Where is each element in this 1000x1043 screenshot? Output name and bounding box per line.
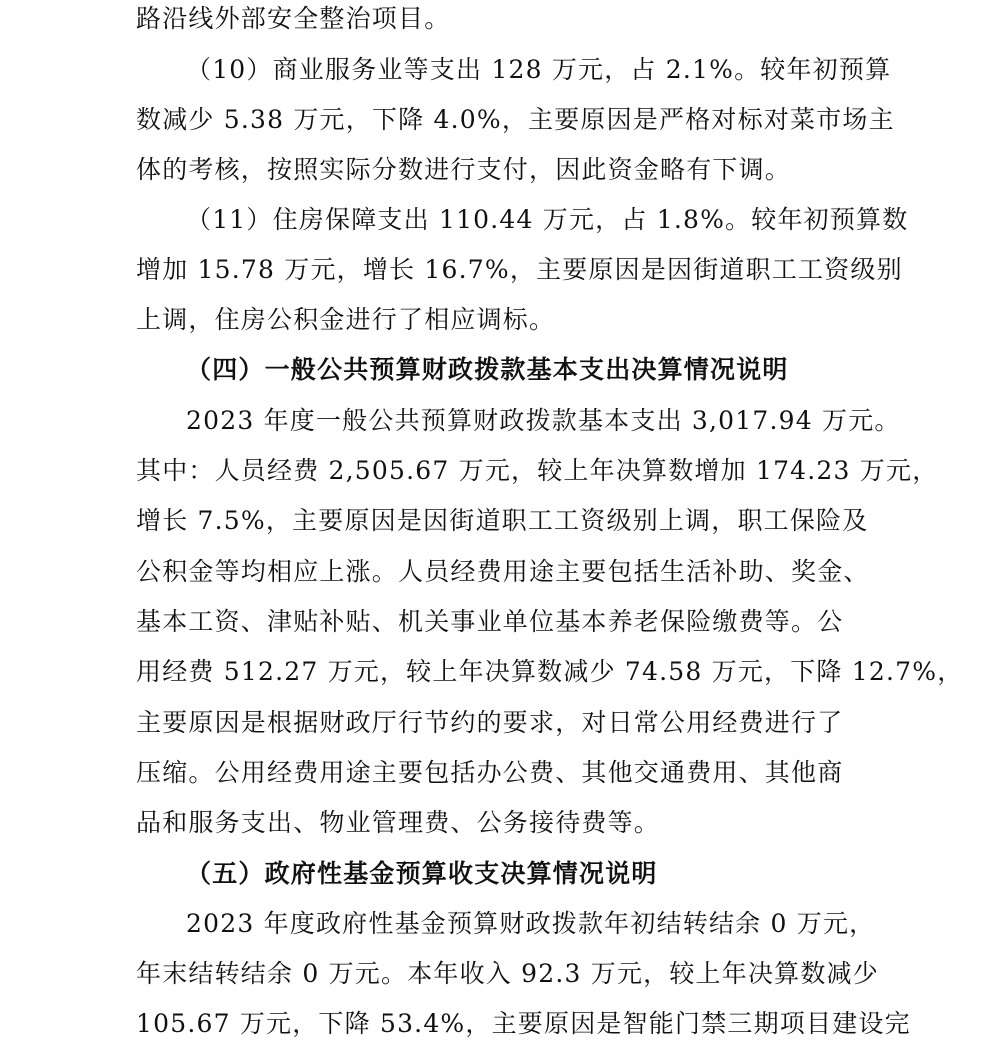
- text-line-17: 品和服务支出、物业管理费、公务接待费等。: [136, 808, 661, 837]
- text-line-19: 2023 年度政府性基金预算财政拨款年初结转结余 0 万元，: [186, 909, 876, 938]
- text-line-5: （11）住房保障支出 110.44 万元，占 1.8%。较年初预算数: [186, 205, 909, 234]
- text-line-3: 数减少 5.38 万元，下降 4.0%，主要原因是严格对标对菜市场主: [136, 105, 895, 134]
- section-heading-5: （五）政府性基金预算收支决算情况说明: [186, 859, 658, 888]
- text-line-15: 主要原因是根据财政厅行节约的要求，对日常公用经费进行了: [136, 708, 844, 737]
- text-line-2: （10）商业服务业等支出 128 万元，占 2.1%。较年初预算: [186, 55, 892, 84]
- text-line-6: 增加 15.78 万元，增长 16.7%，主要原因是因街道职工工资级别: [136, 255, 903, 284]
- text-line-11: 增长 7.5%，主要原因是因街道职工工资级别上调，职工保险及: [136, 506, 869, 535]
- text-line-7: 上调，住房公积金进行了相应调标。: [136, 305, 556, 334]
- text-line-14: 用经费 512.27 万元，较上年决算数减少 74.58 万元，下降 12.7%，: [136, 657, 964, 686]
- text-line-12: 公积金等均相应上涨。人员经费用途主要包括生活补助、奖金、: [136, 557, 870, 586]
- text-line-10: 其中：人员经费 2,505.67 万元，较上年决算数增加 174.23 万元，: [136, 456, 939, 485]
- section-heading-4: （四）一般公共预算财政拨款基本支出决算情况说明: [186, 355, 789, 384]
- text-line-1: 路沿线外部安全整治项目。: [136, 4, 451, 33]
- text-line-20: 年末结转结余 0 万元。本年收入 92.3 万元，较上年决算数减少: [136, 959, 879, 988]
- text-line-9: 2023 年度一般公共预算财政拨款基本支出 3,017.94 万元。: [186, 406, 901, 435]
- text-line-13: 基本工资、津贴补贴、机关事业单位基本养老保险缴费等。公: [136, 607, 844, 636]
- text-line-4: 体的考核，按照实际分数进行支付，因此资金略有下调。: [136, 155, 792, 184]
- text-line-21: 105.67 万元，下降 53.4%，主要原因是智能门禁三期项目建设完: [136, 1009, 911, 1038]
- text-line-16: 压缩。公用经费用途主要包括办公费、其他交通费用、其他商: [136, 758, 844, 787]
